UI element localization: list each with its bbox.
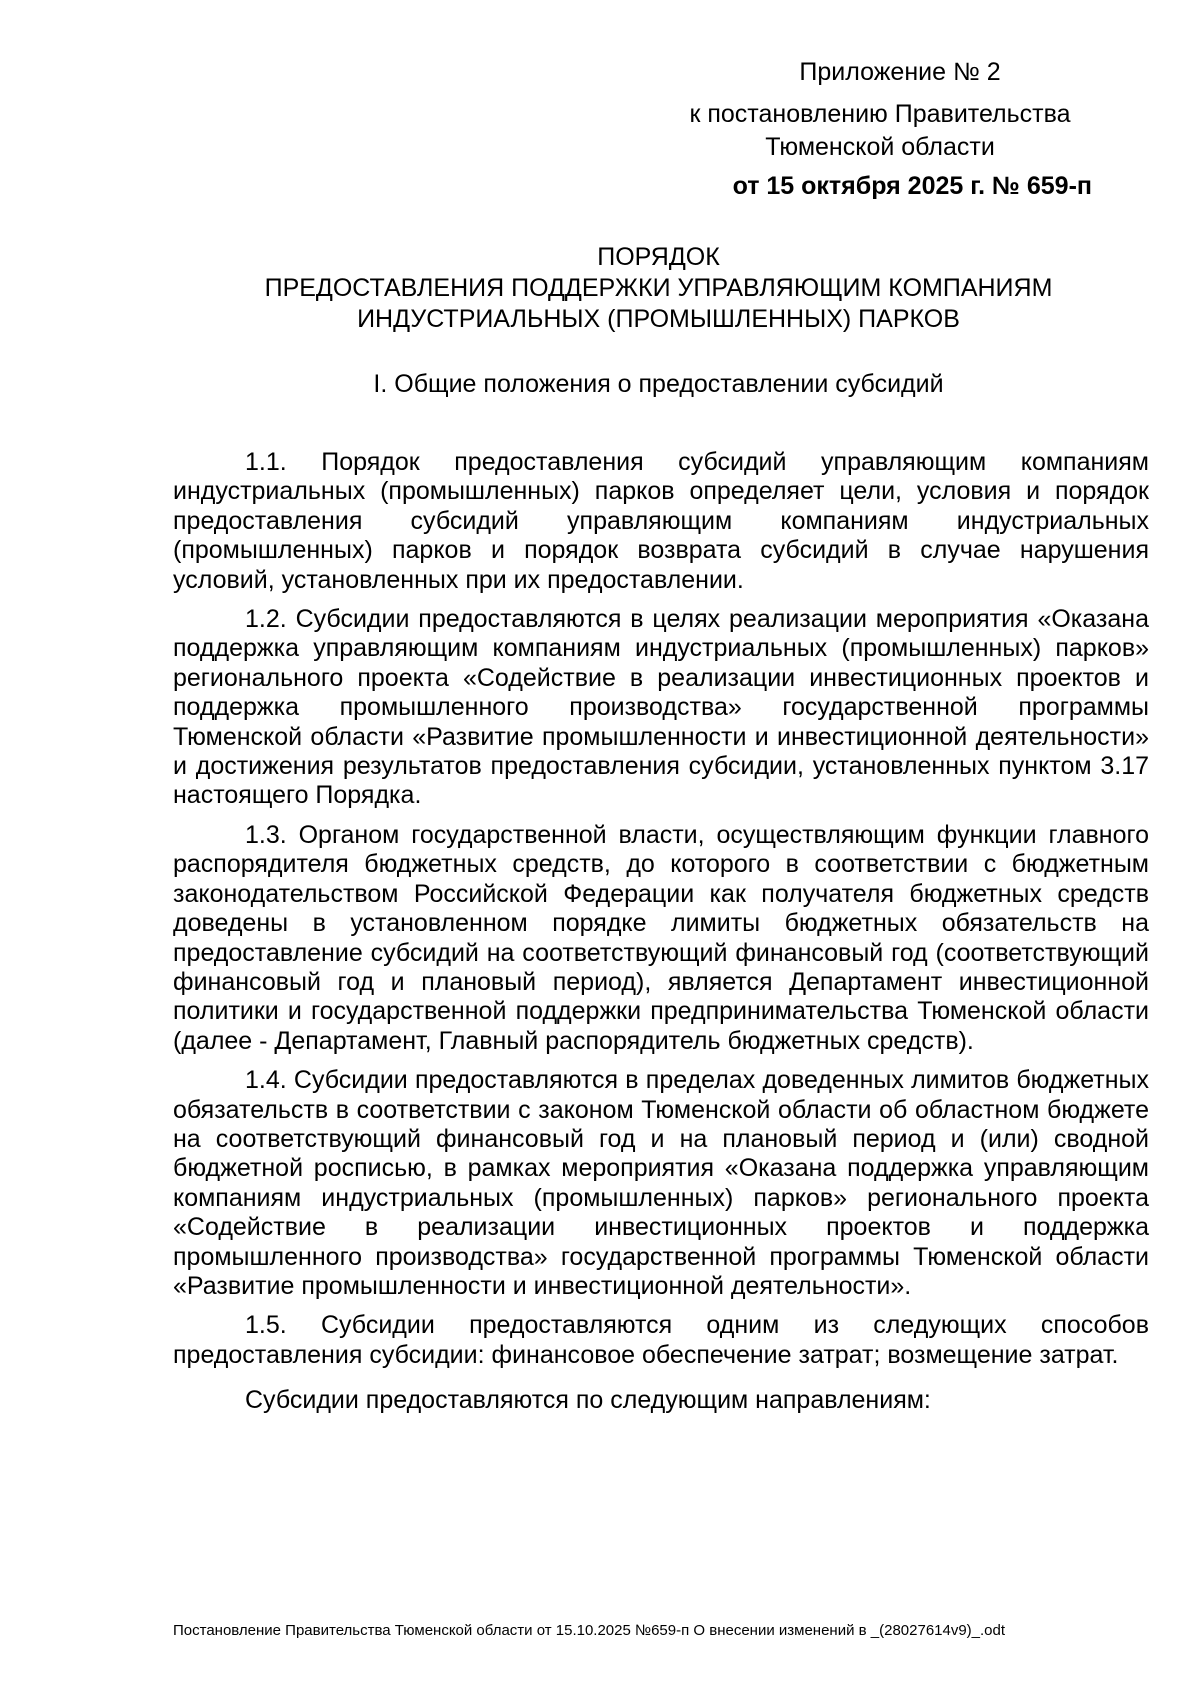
title-line-2: ПРЕДОСТАВЛЕНИЯ ПОДДЕРЖКИ УПРАВЛЯЮЩИМ КОМПАНИЯМ <box>264 274 1053 302</box>
paragraph-1-1: 1.1. Порядок предоставления субсидий управляющим компаниям индустриальных (промышленных) парков определяет цели, условия и порядок предоставления субсидий управляющим компаниям индустриальных (промышленных) парков и порядок возврата субсидий в случае нарушения условий, установленных при их предоставлении. <box>173 448 1149 594</box>
section-heading: I. Общие положения о предоставлении субсидий <box>373 370 944 398</box>
document-body <box>173 448 1149 1426</box>
paragraph-1-4: 1.4. Субсидии предоставляются в пределах доведенных лимитов бюджетных обязательств в соответствии с законом Тюменской области об областном бюджете на соответствующий финансовый год и на плановый период и (или) сводной бюджетной росписью, в рамках мероприятия «Оказана поддержка управляющим компаниям индустриальных (промышленных) парков» регионального проекта «Содействие в реализации инвестиционных проектов и поддержка промышленного производства» государственной программы Тюменской области «Развитие промышленности и инвестиционной деятельности». <box>173 1066 1149 1300</box>
title-line-1: ПОРЯДОК <box>597 243 720 271</box>
paragraph-1-2: 1.2. Субсидии предоставляются в целях реализации мероприятия «Оказана поддержка управляющим компаниям индустриальных (промышленных) парков» регионального проекта «Содействие в реализации инвестиционных проектов и поддержка промышленного производства» государственной программы Тюменской области «Развитие промышленности и инвестиционной деятельности» и достижения результатов предоставления субсидии, установленных пунктом 3.17 настоящего Порядка. <box>173 605 1149 810</box>
paragraph-directions-intro: Субсидии предоставляются по следующим направлениям: <box>245 1386 931 1415</box>
appendix-reference: к постановлению Правительства Тюменской области <box>689 100 1071 161</box>
title-line-3: ИНДУСТРИАЛЬНЫХ (ПРОМЫШЛЕННЫХ) ПАРКОВ <box>357 305 960 333</box>
appendix-label: Приложение № 2 <box>799 58 1001 86</box>
paragraph-1-3: 1.3. Органом государственной власти, осуществляющим функции главного распорядителя бюджетных средств, до которого в соответствии с бюджетным законодательством Российской Федерации как получателя бюджетных средств доведены в установленном порядке лимиты бюджетных обязательств на предоставление субсидий на соответствующий финансовый год (соответствующий финансовый год и плановый период), является Департамент инвестиционной политики и государственной поддержки предпринимательства Тюменской области (далее - Департамент, Главный распорядитель бюджетных средств). <box>173 820 1149 1055</box>
appendix-date-number: от 15 октября 2025 г. № 659-п <box>732 172 1092 200</box>
page-footer: Постановление Правительства Тюменской области от 15.10.2025 №659-п О внесении изменений в _(28027614v9)_.odt <box>173 1622 1006 1639</box>
document-title <box>170 242 1147 335</box>
paragraph-1-5: 1.5. Субсидии предоставляются одним из следующих способов предоставления субсидии: финансовое обеспечение затрат; возмещение затрат. <box>173 1311 1149 1369</box>
